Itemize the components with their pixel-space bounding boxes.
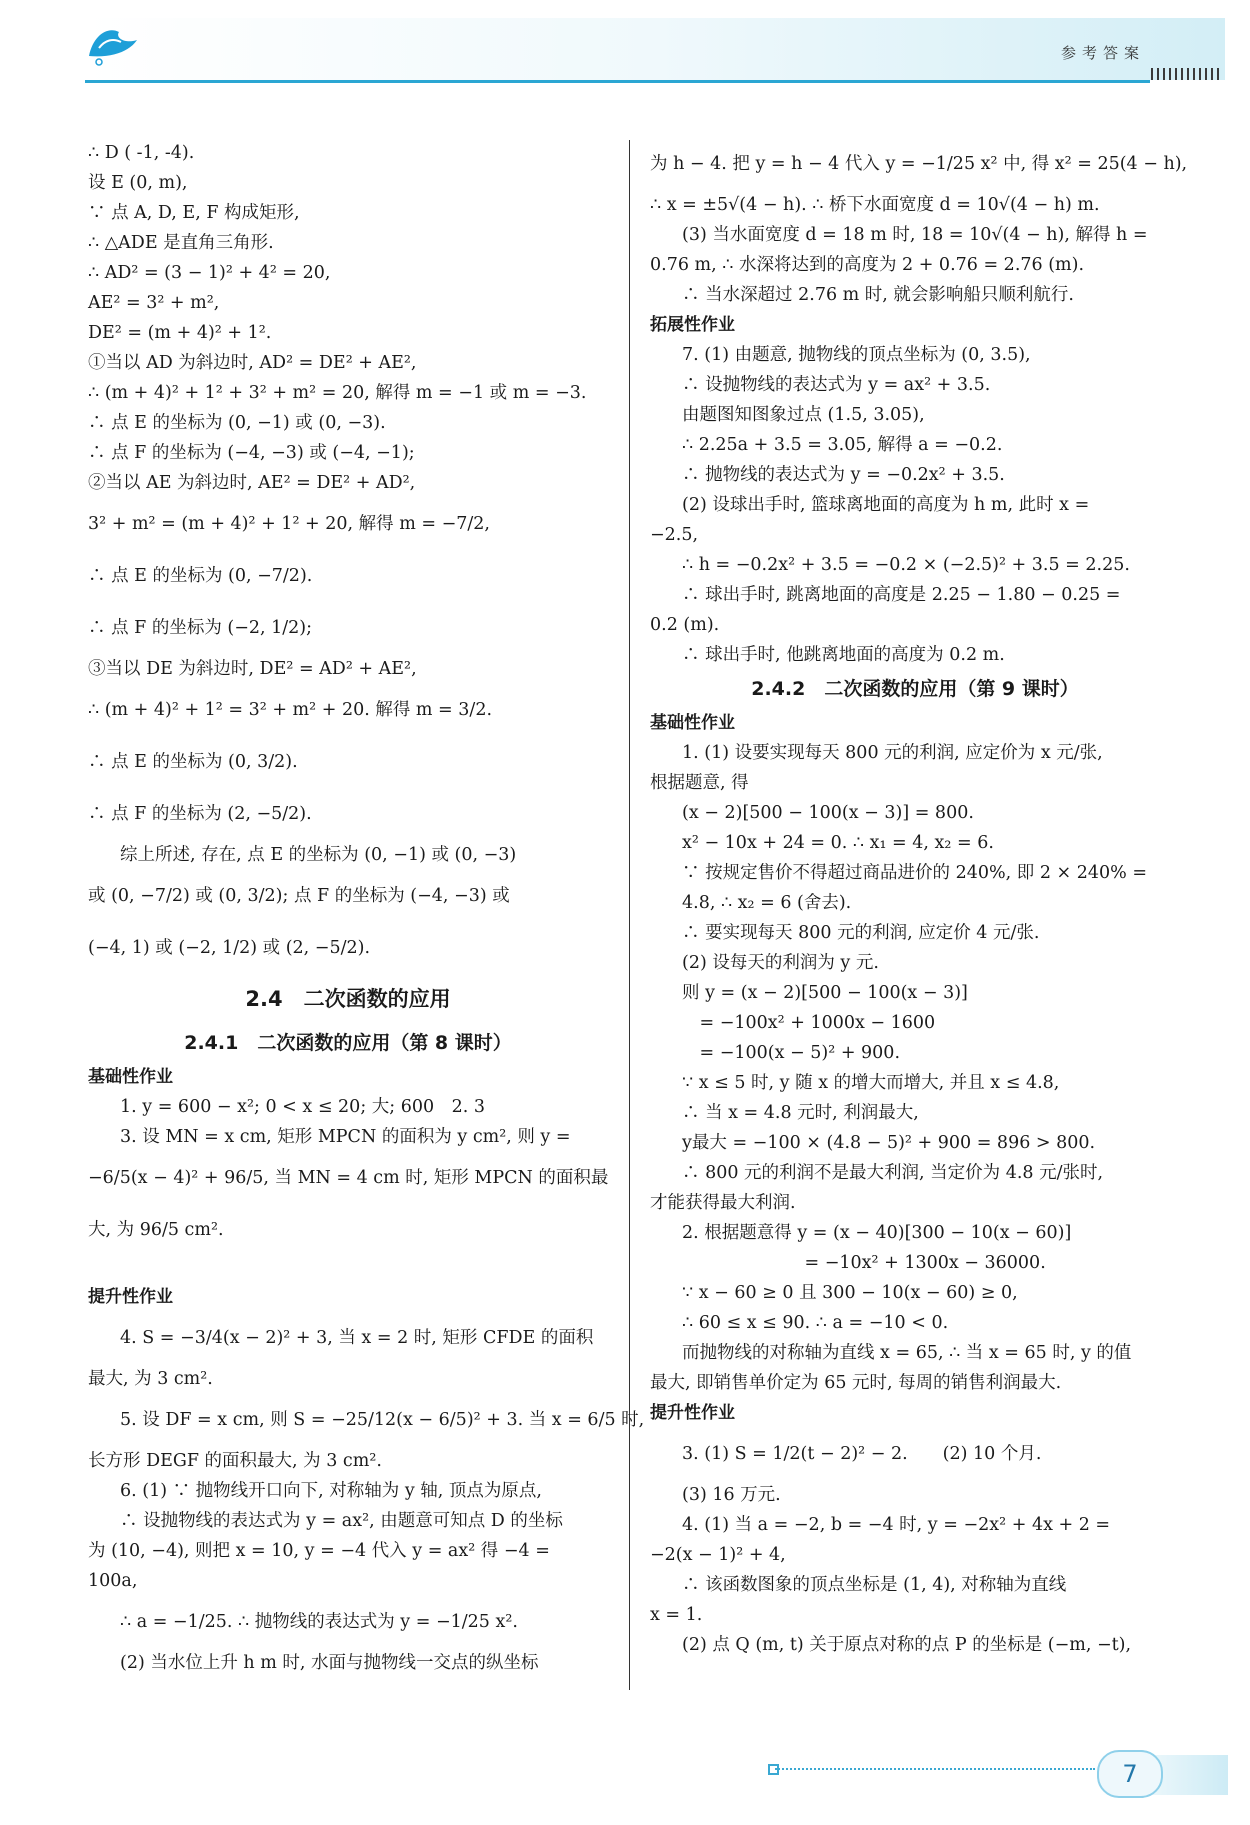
text-line: 6. (1) ∵ 抛物线开口向下, 对称轴为 y 轴, 顶点为原点, [120,1481,542,1501]
text-line: 2. 根据题意得 y = (x − 40)[300 − 10(x − 60)] [682,1223,1072,1243]
text-line: ∴ 点 F 的坐标为 (−4, −3) 或 (−4, −1); [88,443,415,463]
text-line: 4. S = −3/4(x − 2)² + 3, 当 x = 2 时, 矩形 CFDE 的面积 [120,1328,594,1348]
text-line: AE² = 3² + m², [88,293,220,313]
text-line: −2.5, [650,525,699,545]
text-line: 1. y = 600 − x²; 0 < x ≤ 20; 大; 600 2. 3 [120,1097,486,1117]
text-line: ∴ 抛物线的表达式为 y = −0.2x² + 3.5. [682,465,1005,485]
text-line: ∴ (m + 4)² + 1² + 3² + m² = 20, 解得 m = −1 或 m = −3. [88,383,587,403]
text-line: (2) 设球出手时, 篮球离地面的高度为 h m, 此时 x = [682,495,1090,515]
text-line: ∴ 60 ≤ x ≤ 90. ∴ a = −10 < 0. [682,1313,949,1333]
header-title: 参考答案 [1060,44,1145,62]
text-line: 长方形 DEGF 的面积最大, 为 3 cm². [88,1451,382,1471]
spacer [88,1256,608,1282]
text-line: ①当以 AD 为斜边时, AD² = DE² + AE², [88,353,417,373]
subsection-heading: 提升性作业 [88,1287,173,1307]
text-line: = −10x² + 1300x − 36000. [682,1253,1046,1273]
text-line: ∴ △ADE 是直角三角形. [88,233,274,253]
text-line: x² − 10x + 24 = 0. ∴ x₁ = 4, x₂ = 6. [682,833,994,853]
text-line: ∴ (m + 4)² + 1² = 3² + m² + 20. 解得 m = 3/2. [88,700,493,720]
page-header [85,18,1225,90]
subsection-heading: 基础性作业 [650,713,735,733]
text-line: y最大 = −100 × (4.8 − 5)² + 900 = 896 > 800. [682,1133,1096,1153]
text-line: (x − 2)[500 − 100(x − 3)] = 800. [682,803,974,823]
subsection-heading: 基础性作业 [88,1067,173,1087]
text-line: 4. (1) 当 a = −2, b = −4 时, y = −2x² + 4x + 2 = [682,1515,1111,1535]
page-number: 7 [1097,1750,1163,1798]
text-line: ∴ 2.25a + 3.5 = 3.05, 解得 a = −0.2. [682,435,1003,455]
text-line: ②当以 AE 为斜边时, AE² = DE² + AD², [88,473,416,493]
text-line: 1. (1) 设要实现每天 800 元的利润, 应定价为 x 元/张, [682,743,1103,763]
section-heading: 2.4.2 二次函数的应用（第 9 课时） [751,678,1079,700]
text-line: 而抛物线的对称轴为直线 x = 65, ∴ 当 x = 65 时, y 的值 [682,1343,1132,1363]
text-line: 才能获得最大利润. [650,1193,796,1213]
text-line: −6/5(x − 4)² + 96/5, 当 MN = 4 cm 时, 矩形 MPCN 的面积最 [88,1168,609,1188]
text-line: −2(x − 1)² + 4, [650,1545,786,1565]
text-line: (2) 当水位上升 h m 时, 水面与抛物线一交点的纵坐标 [120,1653,539,1673]
text-line: ∵ 点 A, D, E, F 构成矩形, [88,203,300,223]
text-line: 则 y = (x − 2)[500 − 100(x − 3)] [682,983,968,1003]
text-line: ∴ 点 E 的坐标为 (0, 3/2). [88,752,298,772]
text-line: DE² = (m + 4)² + 1². [88,323,272,343]
text-line: 或 (0, −7/2) 或 (0, 3/2); 点 F 的坐标为 (−4, −3) 或 [88,886,510,906]
text-line: = −100x² + 1000x − 1600 [682,1013,936,1033]
header-rule [85,80,1150,83]
text-line: (3) 16 万元. [682,1485,781,1505]
text-line: (2) 点 Q (m, t) 关于原点对称的点 P 的坐标是 (−m, −t), [682,1635,1132,1655]
text-line: ∴ 点 F 的坐标为 (2, −5/2). [88,804,312,824]
right-column [650,138,1188,1660]
text-line: ∴ 800 元的利润不是最大利润, 当定价为 4.8 元/张时, [682,1163,1104,1183]
text-line: 由题图知图象过点 (1.5, 3.05), [682,405,925,425]
text-line: ∴ 点 F 的坐标为 (−2, 1/2); [88,618,313,638]
header-tick-marks [1151,68,1221,80]
text-line: ∴ D ( -1, -4). [88,143,195,163]
text-line: ∴ x = ±5√(4 − h). ∴ 桥下水面宽度 d = 10√(4 − h) m. [650,195,1100,215]
footer-dotted-rule [775,1768,1095,1770]
text-line: 0.76 m, ∴ 水深将达到的高度为 2 + 0.76 = 2.76 (m). [650,255,1085,275]
text-line: ∴ 设抛物线的表达式为 y = ax², 由题意可知点 D 的坐标 [120,1511,563,1531]
text-line: ∵ 按规定售价不得超过商品进价的 240%, 即 2 × 240% = [682,863,1148,883]
text-line: = −100(x − 5)² + 900. [682,1043,901,1063]
text-line: ∴ h = −0.2x² + 3.5 = −0.2 × (−2.5)² + 3.5 = 2.25. [682,555,1130,575]
text-line: 最大, 为 3 cm². [88,1369,213,1389]
text-line: ∵ x ≤ 5 时, y 随 x 的增大而增大, 并且 x ≤ 4.8, [682,1073,1060,1093]
text-line: ∴ 该函数图象的顶点坐标是 (1, 4), 对称轴为直线 [682,1575,1067,1595]
text-line: ∴ 球出手时, 他跳离地面的高度为 0.2 m. [682,645,1005,665]
text-line: 设 E (0, m), [88,173,188,193]
text-line: 根据题意, 得 [650,773,749,793]
text-line: 最大, 即销售单价定为 65 元时, 每周的销售利润最大. [650,1373,1062,1393]
text-line: 5. 设 DF = x cm, 则 S = −25/12(x − 6/5)² + 3. 当 x = 6/5 时, [120,1410,645,1430]
text-line: 3. (1) S = 1/2(t − 2)² − 2. (2) 10 个月. [682,1444,1042,1464]
text-line: 为 (10, −4), 则把 x = 10, y = −4 代入 y = ax² 得 −4 = [88,1541,550,1561]
section-heading: 2.4 二次函数的应用 [245,987,451,1011]
text-line: (3) 当水面宽度 d = 18 m 时, 18 = 10√(4 − h), 解得 h = [682,225,1148,245]
text-line: 综上所述, 存在, 点 E 的坐标为 (0, −1) 或 (0, −3) [120,845,517,865]
text-line: ③当以 DE 为斜边时, DE² = AD² + AE², [88,659,417,679]
text-line: 大, 为 96/5 cm². [88,1220,224,1240]
logo-icon [85,18,143,68]
text-line: ∴ 球出手时, 跳离地面的高度是 2.25 − 1.80 − 0.25 = [682,585,1121,605]
text-line: ∴ 点 E 的坐标为 (0, −7/2). [88,566,313,586]
text-line: ∴ 当水深超过 2.76 m 时, 就会影响船只顺利航行. [682,285,1074,305]
text-line: (2) 设每天的利润为 y 元. [682,953,879,973]
text-line: x = 1. [650,1605,703,1625]
text-line: ∴ 当 x = 4.8 元时, 利润最大, [682,1103,919,1123]
text-line: 3² + m² = (m + 4)² + 1² + 20, 解得 m = −7/2, [88,514,490,534]
text-line: 为 h − 4. 把 y = h − 4 代入 y = −1/25 x² 中, 得 x² = 25(4 − h), [650,154,1188,174]
text-line: ∴ a = −1/25. ∴ 抛物线的表达式为 y = −1/25 x². [120,1612,518,1632]
header-band [85,18,1225,80]
left-column [88,138,645,1678]
text-line: 7. (1) 由题意, 抛物线的顶点坐标为 (0, 3.5), [682,345,1031,365]
text-line: ∴ AD² = (3 − 1)² + 4² = 20, [88,263,331,283]
text-line: ∴ 要实现每天 800 元的利润, 应定价 4 元/张. [682,923,1040,943]
text-line: ∴ 设抛物线的表达式为 y = ax² + 3.5. [682,375,991,395]
text-line: 100a, [88,1571,138,1591]
subsection-heading: 提升性作业 [650,1403,735,1423]
text-line: 0.2 (m). [650,615,720,635]
text-line: ∴ 点 E 的坐标为 (0, −1) 或 (0, −3). [88,413,386,433]
text-line: 4.8, ∴ x₂ = 6 (舍去). [682,893,852,913]
text-line: ∵ x − 60 ≥ 0 且 300 − 10(x − 60) ≥ 0, [682,1283,1018,1303]
section-heading: 2.4.1 二次函数的应用（第 8 课时） [184,1032,512,1054]
text-line: (−4, 1) 或 (−2, 1/2) 或 (2, −5/2). [88,938,371,958]
column-divider [629,140,630,1690]
text-line: 3. 设 MN = x cm, 矩形 MPCN 的面积为 y cm², 则 y = [120,1127,571,1147]
subsection-heading: 拓展性作业 [650,315,735,335]
